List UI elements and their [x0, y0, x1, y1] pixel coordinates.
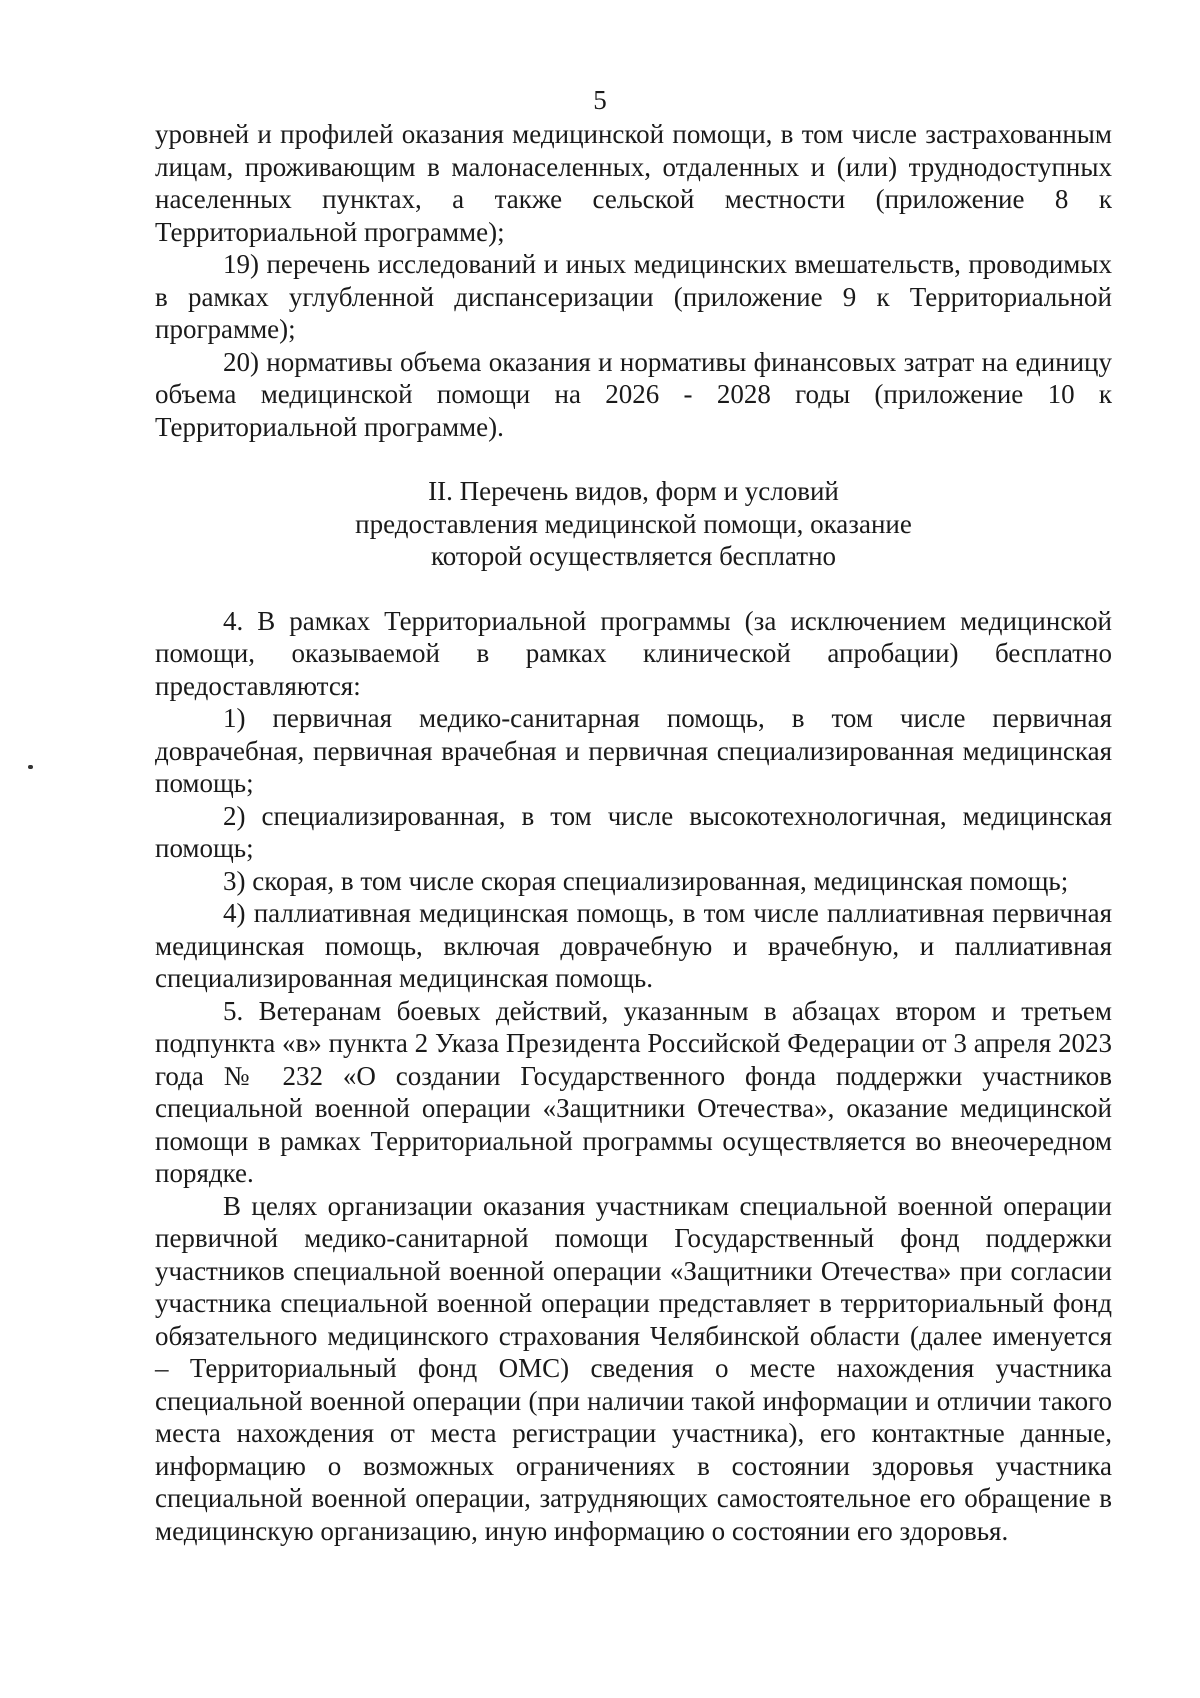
paragraph-item-20: 20) нормативы объема оказания и нормативы финансовых затрат на единицу объема медицинской помощи на 2026 - 2028 годы (приложение 10 к Территориальной программе).: [155, 346, 1112, 442]
section-heading-line-3: которой осуществляется бесплатно: [430, 541, 837, 571]
scan-speck: [28, 765, 33, 769]
section-heading: [155, 475, 1112, 573]
paragraph-point-5: 5. Ветеранам боевых действий, указанным в абзацах втором и третьем подпункта «в» пункта 2 Указа Президента Российской Федерации от 3 апреля 2023 года № 232 «О создании Государственного фонда поддержки участников специальной военной операции «Защитники Отечества», оказание медицинской помощи в рамках Территориальной программы осуществляется во внеочередном порядке.: [155, 995, 1112, 1188]
paragraph-subitem-3: 3) скорая, в том числе скорая специализированная, медицинская помощь;: [223, 865, 1069, 896]
paragraph-svo-information: В целях организации оказания участникам специальной военной операции первичной медико-санитарной помощи Государственный фонд поддержки участников специальной военной операции «Защитники Отечества» при согласии участника специальной военной операции представляет в территориальный фонд обязательного медицинского страхования Челябинской области (далее именуется – Территориальный фонд ОМС) сведения о месте нахождения участника специальной военной операции (при наличии такой информации и отличии такого места нахождения от места регистрации участника), его контактные данные, информацию о возможных ограничениях в состоянии здоровья участника специальной военной операции, затрудняющих самостоятельное его обращение в медицинскую организацию, иную информацию о состоянии его здоровья.: [155, 1190, 1112, 1546]
paragraph-subitem-1: 1) первичная медико-санитарная помощь, в том числе первичная доврачебная, первичная врачебная и первичная специализированная медицинская помощь;: [155, 703, 1112, 798]
paragraph-subitem-2: 2) специализированная, в том числе высокотехнологичная, медицинская помощь;: [155, 800, 1112, 863]
section-heading-line-1: II. Перечень видов, форм и условий: [428, 476, 839, 506]
paragraph-continuation: уровней и профилей оказания медицинской помощи, в том числе застрахованным лицам, проживающим в малонаселенных, отдаленных и (или) труднодоступных населенных пунктах, а также сельской местности (приложение 8 к Территориальной программе);: [155, 119, 1112, 247]
paragraph-item-19: 19) перечень исследований и иных медицинских вмешательств, проводимых в рамках углубленной диспансеризации (приложение 9 к Территориальной программе);: [155, 249, 1112, 344]
paragraph-point-4: 4. В рамках Территориальной программы (за исключением медицинской помощи, оказываемой в рамках клинической апробации) бесплатно предоставляются:: [155, 605, 1112, 701]
paragraph-subitem-4: 4) паллиативная медицинская помощь, в том числе паллиативная первичная медицинская помощь, включая доврачебную и врачебную, и паллиативная специализированная медицинская помощь.: [155, 898, 1112, 993]
section-heading-line-2: предоставления медицинской помощи, оказание: [355, 508, 912, 539]
document-body: [155, 118, 1112, 1547]
page-number: 5: [593, 85, 607, 115]
